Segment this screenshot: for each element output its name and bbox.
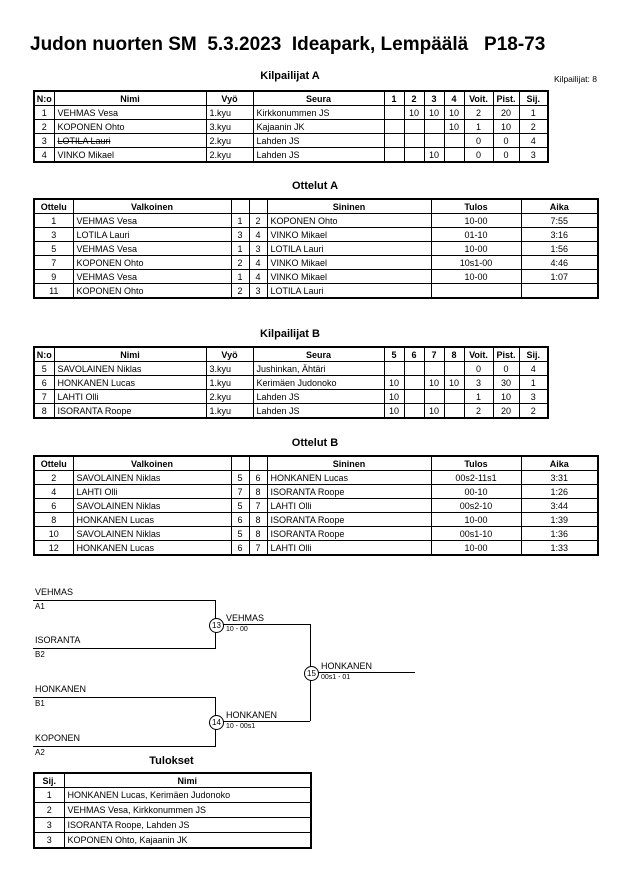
header-club: Seura [253, 347, 384, 362]
cell-club: Lahden JS [253, 390, 384, 404]
header-wins: Voit. [464, 347, 493, 362]
table-row [34, 134, 548, 148]
cell-time: 3:44 [521, 499, 598, 513]
cell-wins: 0 [464, 134, 493, 148]
cell-place: 4 [519, 362, 548, 376]
cell-match-no: 6 [34, 499, 73, 513]
pool-b-header-row [34, 347, 548, 362]
cell-round-2 [404, 120, 424, 134]
cell-no: 3 [34, 134, 54, 148]
cell-points: 20 [493, 106, 519, 120]
table-row [34, 541, 598, 556]
cell-blue-no: 4 [249, 270, 267, 284]
cell-blue-no: 8 [249, 513, 267, 527]
header-name: Nimi [54, 347, 206, 362]
cell-white: LAHTI Olli [73, 485, 231, 499]
cell-name: KOPONEN Ohto [54, 120, 206, 134]
cell-round-4 [444, 148, 464, 163]
cell-wins: 1 [464, 120, 493, 134]
cell-time: 3:16 [521, 228, 598, 242]
cell-white: SAVOLAINEN Niklas [73, 471, 231, 485]
cell-name: VINKO Mikael [54, 148, 206, 163]
competitors-count: Kilpailijat: 8 [554, 74, 597, 84]
cell-blue: ISORANTA Roope [267, 513, 431, 527]
cell-round-4 [444, 404, 464, 419]
table-row [34, 376, 548, 390]
table-row [34, 106, 548, 120]
pool-b-section-title: Kilpailijat B [260, 328, 320, 340]
header-belt: Vyö [206, 347, 253, 362]
cell-no: 1 [34, 106, 54, 120]
results-table [33, 772, 312, 849]
table-row [34, 485, 598, 499]
cell-blue: LAHTI Olli [267, 541, 431, 556]
cell-match-no: 12 [34, 541, 73, 556]
cell-white: SAVOLAINEN Niklas [73, 499, 231, 513]
cell-round-1 [384, 106, 404, 120]
cell-round-4: 10 [444, 120, 464, 134]
cell-white-no: 5 [231, 499, 249, 513]
header-round-4: 8 [444, 347, 464, 362]
cell-belt: 1.kyu [206, 106, 253, 120]
cell-points: 20 [493, 404, 519, 419]
page-title: Judon nuorten SM 5.3.2023 Ideapark, Lempäälä P18-73 [30, 34, 546, 55]
cell-round-1 [384, 134, 404, 148]
table-row [34, 256, 598, 270]
cell-blue: VINKO Mikael [267, 256, 431, 270]
header-round-4: 4 [444, 91, 464, 106]
cell-points: 30 [493, 376, 519, 390]
cell-blue-no: 7 [249, 499, 267, 513]
cell-place: 1 [519, 376, 548, 390]
pool-a-section-title: Kilpailijat A [260, 70, 320, 82]
matches-b-section-title: Ottelut B [291, 437, 339, 449]
cell-blue: ISORANTA Roope [267, 485, 431, 499]
cell-match-no: 9 [34, 270, 73, 284]
cell-round-1: 10 [384, 376, 404, 390]
cell-white: VEHMAS Vesa [73, 214, 231, 228]
cell-place: 3 [34, 833, 64, 849]
header-white: Valkoinen [73, 199, 231, 214]
bracket-line [33, 600, 216, 601]
bracket-line [33, 746, 216, 747]
header-place: Sij. [519, 347, 548, 362]
cell-blue-no: 6 [249, 471, 267, 485]
cell-wins: 2 [464, 106, 493, 120]
cell-round-3: 10 [424, 106, 444, 120]
cell-name: VEHMAS Vesa [54, 106, 206, 120]
cell-white-no: 7 [231, 485, 249, 499]
cell-blue: KOPONEN Ohto [267, 214, 431, 228]
cell-blue: LOTILA Lauri [267, 242, 431, 256]
cell-belt: 1.kyu [206, 376, 253, 390]
header-place: Sij. [34, 773, 64, 788]
results-section-title: Tulokset [149, 755, 194, 767]
header-result: Tulos [431, 456, 521, 471]
cell-result [431, 284, 521, 299]
bracket-winner-semi1: VEHMAS [226, 613, 265, 623]
cell-time [521, 284, 598, 299]
table-row [34, 788, 311, 803]
cell-place: 4 [519, 134, 548, 148]
cell-blue-no: 3 [249, 242, 267, 256]
cell-belt: 2.kyu [206, 134, 253, 148]
cell-belt: 1.kyu [206, 404, 253, 419]
cell-name: KOPONEN Ohto, Kajaanin JK [64, 833, 311, 849]
header-result: Tulos [431, 199, 521, 214]
cell-white: VEHMAS Vesa [73, 242, 231, 256]
pool-b-table [33, 346, 549, 419]
cell-time: 1:56 [521, 242, 598, 256]
cell-round-2 [404, 134, 424, 148]
header-club: Seura [253, 91, 384, 106]
cell-match-no: 4 [34, 485, 73, 499]
header-match-no: Ottelu [34, 199, 73, 214]
header-round-1: 5 [384, 347, 404, 362]
header-round-3: 3 [424, 91, 444, 106]
cell-no: 2 [34, 120, 54, 134]
cell-round-2 [404, 390, 424, 404]
cell-round-3: 10 [424, 376, 444, 390]
cell-wins: 1 [464, 390, 493, 404]
cell-name: LOTILA Lauri [54, 134, 206, 148]
cell-no: 7 [34, 390, 54, 404]
bracket-competitor-semi1-top: VEHMAS [35, 587, 74, 597]
table-row [34, 242, 598, 256]
cell-round-4: 10 [444, 376, 464, 390]
cell-result: 00s1-10 [431, 527, 521, 541]
matches-b-table [33, 455, 599, 556]
cell-no: 4 [34, 148, 54, 163]
cell-round-2: 10 [404, 106, 424, 120]
cell-match-no: 7 [34, 256, 73, 270]
table-row [34, 390, 548, 404]
cell-club: Lahden JS [253, 134, 384, 148]
cell-time: 1:07 [521, 270, 598, 284]
header-time: Aika [521, 456, 598, 471]
header-white-no [231, 199, 249, 214]
bracket-competitor-semi2-top: HONKANEN [35, 684, 87, 694]
cell-name: SAVOLAINEN Niklas [54, 362, 206, 376]
cell-match-no: 8 [34, 513, 73, 527]
header-belt: Vyö [206, 91, 253, 106]
cell-white-no: 1 [231, 242, 249, 256]
matches-a-section-title: Ottelut A [291, 180, 339, 192]
table-row [34, 214, 598, 228]
cell-match-no: 1 [34, 214, 73, 228]
cell-white: LOTILA Lauri [73, 228, 231, 242]
cell-white-no: 3 [231, 228, 249, 242]
match-number-circle-semi2: 14 [209, 715, 224, 730]
cell-match-no: 10 [34, 527, 73, 541]
cell-round-1: 10 [384, 404, 404, 419]
bracket-seed-semi2-top: B1 [35, 699, 45, 708]
cell-points: 10 [493, 390, 519, 404]
cell-time: 4:46 [521, 256, 598, 270]
cell-blue: LAHTI Olli [267, 499, 431, 513]
cell-blue-no: 3 [249, 284, 267, 299]
cell-round-4: 10 [444, 106, 464, 120]
cell-result: 10-00 [431, 214, 521, 228]
cell-blue: ISORANTA Roope [267, 527, 431, 541]
cell-round-3: 10 [424, 404, 444, 419]
table-row [34, 404, 548, 419]
header-round-2: 2 [404, 91, 424, 106]
matches-a-header-row [34, 199, 598, 214]
cell-white: VEHMAS Vesa [73, 270, 231, 284]
cell-name: VEHMAS Vesa, Kirkkonummen JS [64, 803, 311, 818]
cell-round-1 [384, 120, 404, 134]
cell-blue: LOTILA Lauri [267, 284, 431, 299]
cell-result: 10-00 [431, 513, 521, 527]
cell-white-no: 5 [231, 527, 249, 541]
cell-wins: 3 [464, 376, 493, 390]
cell-white-no: 1 [231, 270, 249, 284]
bracket-score-final: 00s1 - 01 [321, 674, 351, 681]
pool-a-table [33, 90, 549, 163]
cell-belt: 2.kyu [206, 148, 253, 163]
cell-blue: VINKO Mikael [267, 270, 431, 284]
cell-match-no: 2 [34, 471, 73, 485]
medal-bracket [33, 583, 597, 763]
cell-round-4 [444, 362, 464, 376]
cell-round-3 [424, 134, 444, 148]
table-row [34, 148, 548, 163]
table-row [34, 833, 311, 849]
cell-result: 10-00 [431, 541, 521, 556]
table-row [34, 818, 311, 833]
cell-result: 00s2-10 [431, 499, 521, 513]
cell-match-no: 5 [34, 242, 73, 256]
table-row [34, 803, 311, 818]
cell-blue-no: 8 [249, 527, 267, 541]
cell-white: SAVOLAINEN Niklas [73, 527, 231, 541]
cell-place: 3 [519, 390, 548, 404]
table-row [34, 120, 548, 134]
cell-round-3: 10 [424, 148, 444, 163]
cell-white: HONKANEN Lucas [73, 513, 231, 527]
cell-points: 10 [493, 120, 519, 134]
header-round-1: 1 [384, 91, 404, 106]
cell-points: 0 [493, 134, 519, 148]
cell-blue-no: 4 [249, 256, 267, 270]
header-name: Nimi [64, 773, 311, 788]
cell-place: 2 [34, 803, 64, 818]
cell-name: HONKANEN Lucas [54, 376, 206, 390]
cell-white: KOPONEN Ohto [73, 284, 231, 299]
table-row [34, 362, 548, 376]
header-white: Valkoinen [73, 456, 231, 471]
cell-wins: 0 [464, 362, 493, 376]
cell-blue-no: 4 [249, 228, 267, 242]
matches-b-header-row [34, 456, 598, 471]
cell-no: 5 [34, 362, 54, 376]
bracket-seed-semi1-top: A1 [35, 602, 45, 611]
cell-white-no: 5 [231, 471, 249, 485]
cell-round-2 [404, 376, 424, 390]
bracket-winner-final: HONKANEN [321, 661, 373, 671]
header-wins: Voit. [464, 91, 493, 106]
cell-match-no: 11 [34, 284, 73, 299]
header-points: Pist. [493, 91, 519, 106]
cell-round-1 [384, 362, 404, 376]
cell-club: Lahden JS [253, 404, 384, 419]
pool-a-header-row [34, 91, 548, 106]
cell-points: 0 [493, 362, 519, 376]
cell-round-2 [404, 404, 424, 419]
table-row [34, 270, 598, 284]
header-name: Nimi [54, 91, 206, 106]
match-number-circle-final: 15 [304, 666, 319, 681]
bracket-winner-semi2: HONKANEN [226, 710, 278, 720]
cell-round-3 [424, 390, 444, 404]
cell-white-no: 6 [231, 541, 249, 556]
cell-belt: 3.kyu [206, 362, 253, 376]
cell-club: Kerimäen Judonoko [253, 376, 384, 390]
cell-blue: HONKANEN Lucas [267, 471, 431, 485]
cell-round-4 [444, 390, 464, 404]
cell-place: 3 [519, 148, 548, 163]
cell-blue-no: 7 [249, 541, 267, 556]
cell-round-2 [404, 148, 424, 163]
cell-club: Lahden JS [253, 148, 384, 163]
cell-round-3 [424, 120, 444, 134]
bracket-line [33, 648, 216, 649]
cell-white-no: 2 [231, 284, 249, 299]
cell-place: 2 [519, 404, 548, 419]
cell-time: 1:39 [521, 513, 598, 527]
header-place: Sij. [519, 91, 548, 106]
cell-time: 7:55 [521, 214, 598, 228]
cell-blue-no: 2 [249, 214, 267, 228]
results-header-row [34, 773, 311, 788]
cell-points: 0 [493, 148, 519, 163]
header-blue: Sininen [267, 199, 431, 214]
bracket-competitor-semi1-bottom: ISORANTA [35, 635, 81, 645]
cell-result: 01-10 [431, 228, 521, 242]
table-row [34, 527, 598, 541]
header-blue-no [249, 456, 267, 471]
cell-result: 00-10 [431, 485, 521, 499]
cell-round-1: 10 [384, 390, 404, 404]
header-blue-no [249, 199, 267, 214]
header-no: N:o [34, 347, 54, 362]
cell-place: 1 [519, 106, 548, 120]
cell-club: Kajaanin JK [253, 120, 384, 134]
cell-result: 10s1-00 [431, 256, 521, 270]
cell-time: 1:26 [521, 485, 598, 499]
header-match-no: Ottelu [34, 456, 73, 471]
cell-place: 2 [519, 120, 548, 134]
cell-round-1 [384, 148, 404, 163]
table-row [34, 513, 598, 527]
bracket-line [33, 697, 216, 698]
cell-name: ISORANTA Roope [54, 404, 206, 419]
bracket-seed-semi2-bottom: A2 [35, 748, 45, 757]
cell-time: 3:31 [521, 471, 598, 485]
cell-name: LAHTI Olli [54, 390, 206, 404]
header-points: Pist. [493, 347, 519, 362]
header-round-3: 7 [424, 347, 444, 362]
header-blue: Sininen [267, 456, 431, 471]
cell-time: 1:33 [521, 541, 598, 556]
header-round-2: 6 [404, 347, 424, 362]
cell-name: HONKANEN Lucas, Kerimäen Judonoko [64, 788, 311, 803]
cell-white-no: 6 [231, 513, 249, 527]
cell-result: 10-00 [431, 242, 521, 256]
cell-white-no: 2 [231, 256, 249, 270]
cell-belt: 2.kyu [206, 390, 253, 404]
bracket-seed-semi1-bottom: B2 [35, 650, 45, 659]
bracket-line [215, 721, 310, 722]
cell-white: HONKANEN Lucas [73, 541, 231, 556]
table-row [34, 228, 598, 242]
bracket-line [310, 672, 415, 673]
cell-result: 10-00 [431, 270, 521, 284]
matches-a-table [33, 198, 599, 299]
cell-match-no: 3 [34, 228, 73, 242]
bracket-score-semi2: 10 - 00s1 [226, 723, 256, 730]
cell-time: 1:36 [521, 527, 598, 541]
cell-belt: 3.kyu [206, 120, 253, 134]
cell-place: 1 [34, 788, 64, 803]
header-no: N:o [34, 91, 54, 106]
bracket-competitor-semi2-bottom: KOPONEN [35, 733, 81, 743]
cell-result: 00s2-11s1 [431, 471, 521, 485]
bracket-line [215, 624, 310, 625]
cell-name: ISORANTA Roope, Lahden JS [64, 818, 311, 833]
cell-no: 6 [34, 376, 54, 390]
table-row [34, 471, 598, 485]
table-row [34, 284, 598, 299]
header-white-no [231, 456, 249, 471]
match-number-circle-semi1: 13 [209, 618, 224, 633]
cell-round-2 [404, 362, 424, 376]
cell-round-3 [424, 362, 444, 376]
cell-blue: VINKO Mikael [267, 228, 431, 242]
cell-wins: 2 [464, 404, 493, 419]
cell-round-4 [444, 134, 464, 148]
cell-blue-no: 8 [249, 485, 267, 499]
cell-white: KOPONEN Ohto [73, 256, 231, 270]
cell-white-no: 1 [231, 214, 249, 228]
header-time: Aika [521, 199, 598, 214]
cell-no: 8 [34, 404, 54, 419]
cell-club: Kirkkonummen JS [253, 106, 384, 120]
cell-wins: 0 [464, 148, 493, 163]
cell-club: Jushinkan, Ähtäri [253, 362, 384, 376]
cell-place: 3 [34, 818, 64, 833]
bracket-score-semi1: 10 - 00 [226, 626, 248, 633]
table-row [34, 499, 598, 513]
